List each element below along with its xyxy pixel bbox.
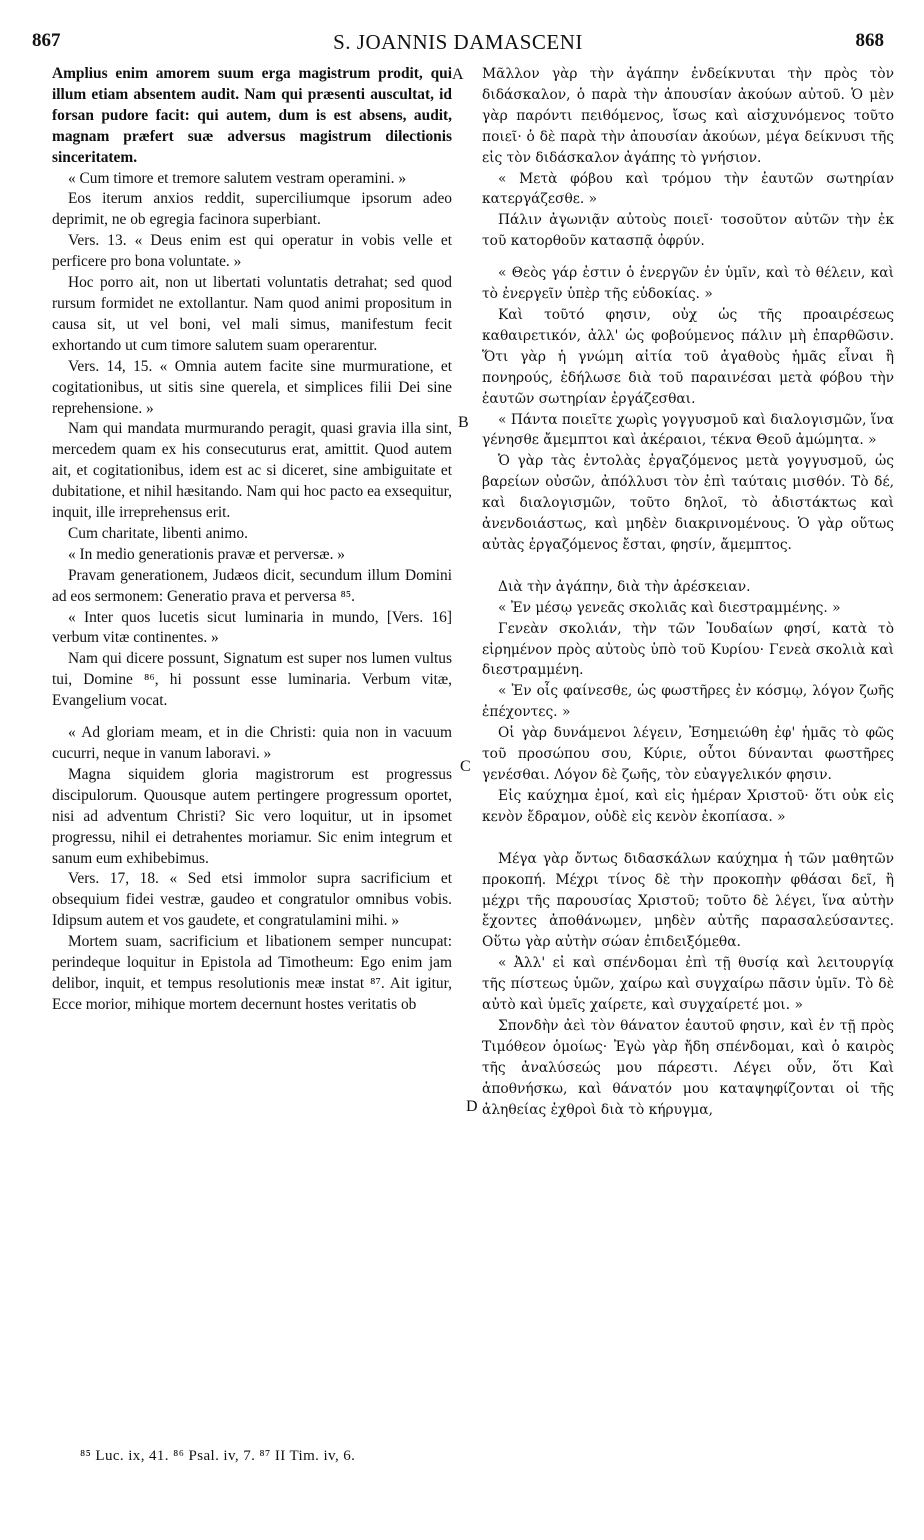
section-marker-a: A (452, 66, 464, 83)
latin-paragraph: Mortem suam, sacrificium et libationem semper nuncupat: perindeque loquitur in Epistola ad Timotheum: Ego enim jam delibor, inquit, et tempus resolutionis meæ instat ⁸⁷. Ait igitur, Ecce morior, mihique mortem decernunt hostes veritatis ob (52, 933, 452, 1013)
latin-paragraph: Pravam generationem, Judæos dicit, secundum illum Domini ad eos sermonem: Generatio prava et perversa ⁸⁵. (52, 566, 452, 605)
latin-paragraph: « Ad gloriam meam, et in die Christi: quia non in vacuum cucurri, neque in vanum laboravi. » (52, 724, 452, 762)
running-title: S. JOANNIS DAMASCENI (333, 30, 583, 54)
greek-paragraph: « Μετὰ φόβου καὶ τρόμου τὴν ἑαυτῶν σωτηρίαν κατεργάζεσθε. » (482, 170, 894, 208)
section-marker-d: D (466, 1098, 478, 1115)
latin-paragraph: Hoc porro ait, non ut libertati voluntatis detrahat; sed quod rursum formidet ne extollantur. Nam quod animi propositum in causa sit, ut vel boni, vel mali simus, manifestum fecit exhortando ut cum timore salutem suam operarentur. (52, 274, 452, 354)
latin-paragraph: Nam qui dicere possunt, Signatum est super nos lumen vultus tui, Domine ⁸⁶, hi possunt esse luminaria. Verbum vitæ, Evangelium vocat. (52, 650, 452, 710)
greek-column (482, 64, 894, 1121)
greek-paragraph: Ὁ γὰρ τὰς ἐντολὰς ἐργαζόμενος μετὰ γογγυσμοῦ, ὡς βαρείων οὐσῶν, ἀπόλλυσι τὸν ἐπὶ ταύταις μισθόν. Τὸ δέ, καὶ διαλογισμῶν, τοῦτο δηλοῖ, τὸ ἀδιστάκτως καὶ ἀνενδοιάστως, καὶ μηδὲν διακρινομένους. Ὁ γὰρ οὕτως αὐτὰς ἐργαζόμενος ἔσται, φησίν, ἄμεμπτος. (482, 453, 894, 553)
page-header (32, 30, 884, 56)
footnotes: ⁸⁵ Luc. ix, 41. ⁸⁶ Psal. iv, 7. ⁸⁷ II Tim. iv, 6. (80, 1448, 356, 1464)
greek-paragraph: « Ἐν οἷς φαίνεσθε, ὡς φωστῆρες ἐν κόσμῳ, λόγον ζωῆς ἐπέχοντες. » (482, 683, 894, 721)
greek-paragraph: Πάλιν ἀγωνιᾷν αὐτοὺς ποιεῖ· τοσοῦτον αὐτῶν τὴν ἐκ τοῦ κατορθοῦν κατασπᾷ ὀφρύν. (482, 212, 894, 250)
latin-paragraph: Eos iterum anxios reddit, superciliumque ipsorum adeo deprimit, ne ob egregia facinora superbiant. (52, 190, 452, 229)
latin-paragraph: Vers. 17, 18. « Sed etsi immolor supra sacrificium et obsequium fidei vestræ, gaudeo et congratulor omnibus vobis. Idipsum autem et vos gaudete, et congratulamini mihi. » (52, 870, 452, 930)
greek-paragraph: Μᾶλλον γὰρ τὴν ἀγάπην ἐνδείκνυται τὴν πρὸς τὸν διδάσκαλον, ὁ παρὰ τὴν ἀπουσίαν ἀκούων αὐτοῦ. Ὁ μὲν γὰρ παρόντι πειθόμενος, ἴσως καὶ αἰσχυνόμενος τοῦτο ποιεῖ· ὁ δὲ παρὰ τὴν ἀπουσίαν ἀκούων, μέγα δείκνυσι τῆς εἰς τὸν διδάσκαλον ἀγάπης τὸ γνήσιον. (482, 66, 894, 166)
latin-paragraph: « In medio generationis pravæ et perversæ. » (68, 545, 345, 563)
greek-paragraph: Γενεὰν σκολιάν, τὴν τῶν Ἰουδαίων φησί, κατὰ τὸ εἰρημένον πρὸς αὐτοὺς ὑπὸ τοῦ Κυρίου· Γενεὰ σκολιὰ καὶ διεστραμμένη. (482, 620, 894, 679)
section-marker-c: C (460, 758, 471, 775)
greek-paragraph: Καὶ τοῦτό φησιν, οὐχ ὡς τῆς προαιρέσεως καθαιρετικόν, ἀλλ' ὡς φοβούμενος πάλιν μὴ ἐπαρθῶσιν. Ὅτι γὰρ ἡ γνώμη αἰτία τοῦ ἀγαθοὺς ἡμᾶς εἶναι ἢ πονηρούς, ἐδήλωσε διὰ τοῦ παραινέσαι μετὰ φόβου τὴν ἑαυτῶν σωτηρίαν ἐργάζεσθαι. (482, 306, 894, 407)
latin-paragraph: Vers. 13. « Deus enim est qui operatur in vobis velle et perficere pro bona voluntate. » (52, 232, 452, 271)
greek-paragraph: Διὰ τὴν ἀγάπην, διὰ τὴν ἀρέσκειαν. (498, 578, 751, 595)
greek-paragraph: Οἱ γὰρ δυνάμενοι λέγειν, Ἐσημειώθη ἐφ' ἡμᾶς τὸ φῶς τοῦ προσώπου σου, Κύριε, οὗτοι δύνανται φωστῆρες γενέσθαι. Λόγον δὲ ζωῆς, τὸν εὐαγγελικόν φησιν. (482, 725, 894, 783)
greek-paragraph: « Πάντα ποιεῖτε χωρὶς γογγυσμοῦ καὶ διαλογισμῶν, ἵνα γένησθε ἄμεμπτοι καὶ ἀκέραιοι, τέκνα Θεοῦ ἀμώμητα. » (482, 411, 894, 449)
latin-paragraph: Amplius enim amorem suum erga magistrum prodit, qui illum etiam absentem audit. Nam qui præsenti auscultat, id forsan pudore facit: qui autem, dum is est absens, audit, magnam præfert suæ adversus magistrum dilectionis sinceritatem. (52, 65, 452, 166)
greek-paragraph: Εἰς καύχημα ἐμοί, καὶ εἰς ἡμέραν Χριστοῦ· ὅτι οὐκ εἰς κενὸν ἔδραμον, οὐδὲ εἰς κενὸν ἐκοπίασα. » (482, 787, 894, 825)
latin-column (52, 64, 452, 1016)
latin-paragraph: « Cum timore et tremore salutem vestram operamini. » (68, 169, 407, 187)
right-page-number: 868 (855, 30, 884, 51)
greek-paragraph: Σπονδὴν ἀεὶ τὸν θάνατον ἑαυτοῦ φησιν, καὶ ἐν τῇ πρὸς Τιμόθεον ὁμοίως· Ἐγὼ γὰρ ἤδη σπένδομαι, καὶ ὁ καιρὸς τῆς ἀναλύσεώς μου πάρεστι. Λέγει οὖν, ὅτι Καὶ ἀποθνήσκω, καὶ θάνατόν μου καταψηφίζονται οἱ τῆς ἀληθείας ἐχθροὶ διὰ τὸ κήρυγμα, (482, 1017, 894, 1118)
greek-paragraph: Μέγα γὰρ ὄντως διδασκάλων καύχημα ἡ τῶν μαθητῶν προκοπή. Μέχρι τίνος δὲ τὴν προκοπὴν φθάσαι δεῖ, ἢ μέχρι τῆς παρουσίας Χριστοῦ; τοῦτο δὲ λέγει, ἵνα αὐτὴν ἔχοντες ἀποθάνωμεν, μηδὲν αὐτῆς παρασαλεύσαντες. Οὕτω γὰρ αὐτὴν σώαν ἐπιδειξόμεθα. (482, 850, 894, 951)
latin-paragraph: Vers. 14, 15. « Omnia autem facite sine murmuratione, et cogitationibus, ut sitis sine querela, et simplices filii Dei sine reprehensione. » (52, 357, 452, 417)
left-page-number: 867 (32, 30, 61, 51)
greek-paragraph: « Ἐν μέσῳ γενεᾶς σκολιᾶς καὶ διεστραμμένης. » (498, 599, 841, 616)
latin-paragraph: Nam qui mandata murmurando peragit, quasi gravia illa sint, mercedem quam ex his consecuturus erat, amittit. Quod autem ait, et cogitationibus, idem est ac si diceret, sine ambiguitate et dubitatione, et nihil hæsitando. Nam qui hoc pacto ea exsequitur, inquit, ille irreprehensus erit. (52, 420, 452, 522)
latin-paragraph: Magna siquidem gloria magistrorum est progressus discipulorum. Quousque autem pertingere progressum oportet, nisi ad adventum Christi? Sic vero loquitur, ut in ipsomet progressu, nihil ei detrahentes moriamur. Sic enim integrum et sanum eum exhibebimus. (52, 765, 452, 867)
latin-paragraph: Cum charitate, libenti animo. (68, 524, 248, 542)
greek-paragraph: « Θεὸς γάρ ἐστιν ὁ ἐνεργῶν ἐν ὑμῖν, καὶ τὸ θέλειν, καὶ τὸ ἐνεργεῖν ὑπὲρ τῆς εὐδοκίας. » (482, 265, 894, 303)
greek-paragraph: « Ἀλλ' εἰ καὶ σπένδομαι ἐπὶ τῇ θυσίᾳ καὶ λειτουργίᾳ τῆς πίστεως ὑμῶν, χαίρω καὶ συγχαίρω πᾶσιν ὑμῖν. Τὸ δὲ αὐτὸ καὶ ὑμεῖς χαίρετε, καὶ συγχαίρετέ μοι. » (482, 955, 894, 1014)
latin-paragraph: « Inter quos lucetis sicut luminaria in mundo, [Vers. 16] verbum vitæ continentes. » (52, 608, 452, 647)
section-marker-b: B (458, 414, 469, 431)
